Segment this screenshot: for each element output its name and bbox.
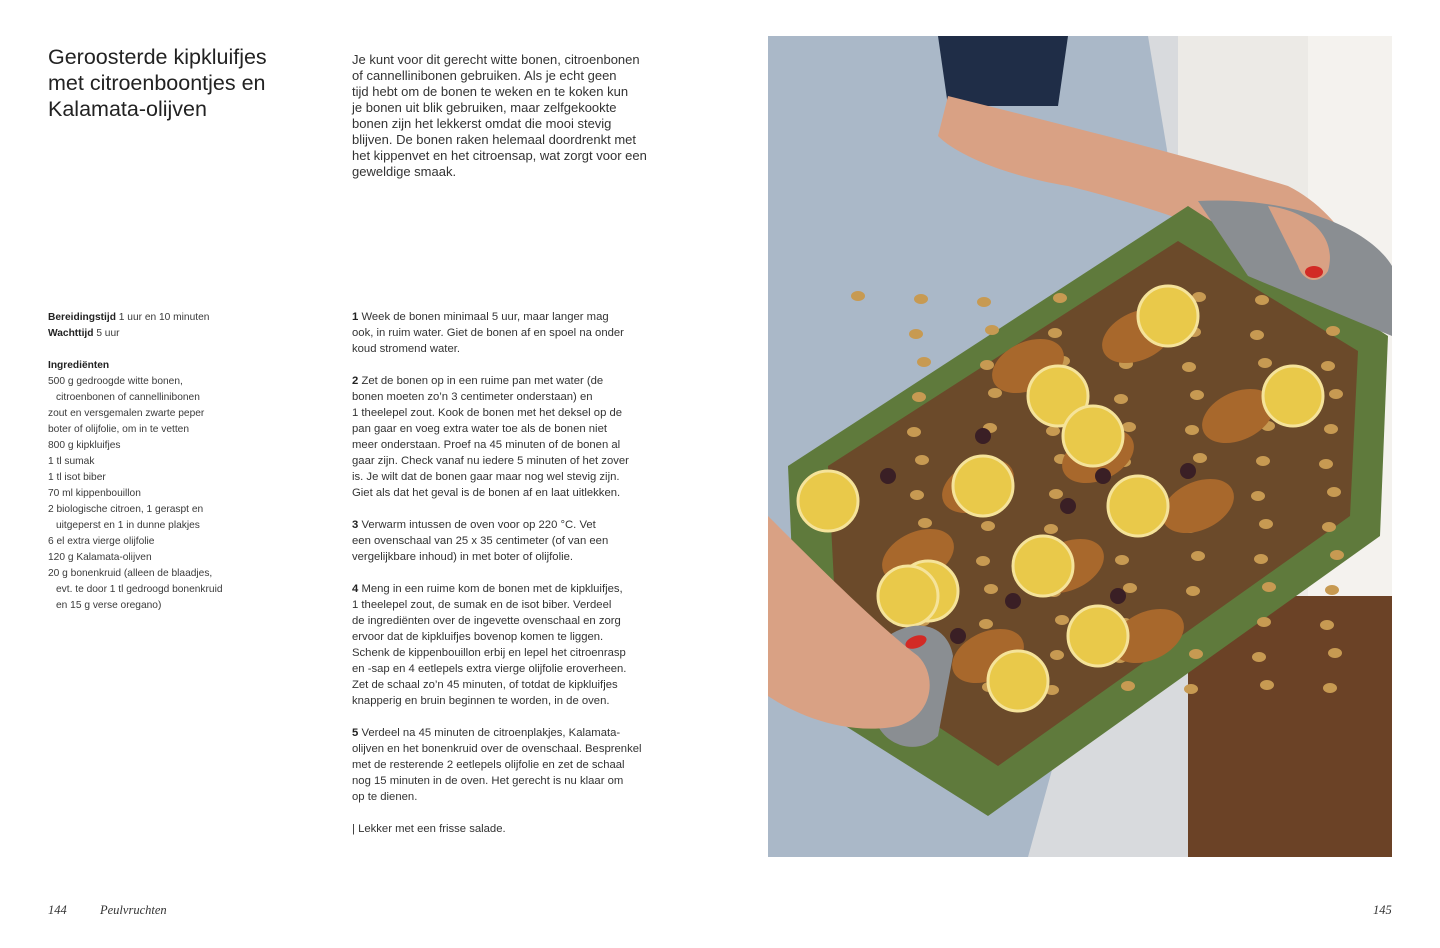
ingredients-list bbox=[48, 374, 328, 614]
bean bbox=[917, 357, 931, 367]
lemon-slice bbox=[1013, 536, 1073, 596]
page-number-right: 145 bbox=[1373, 903, 1392, 917]
ingredients-heading bbox=[48, 358, 328, 374]
ingredient-line: 6 el extra vierge olijfolie bbox=[48, 536, 155, 547]
step-line bbox=[352, 693, 682, 709]
bean bbox=[1048, 328, 1062, 338]
ingredient-line: 70 ml kippenbouillon bbox=[48, 488, 141, 499]
bean bbox=[1255, 295, 1269, 305]
wait-time-value: 5 uur bbox=[96, 328, 120, 339]
bean bbox=[918, 518, 932, 528]
section-name: Peulvruchten bbox=[100, 903, 167, 917]
step-text: gaar zijn. Check vanaf nu iedere 5 minuten of het zover bbox=[352, 455, 629, 467]
ingredient-line: 120 g Kalamata-olijven bbox=[48, 552, 152, 563]
step-text: op te dienen. bbox=[352, 791, 418, 803]
method-step bbox=[352, 581, 682, 709]
ingredient-line: 800 g kipkluifjes bbox=[48, 440, 121, 451]
ingredient-line: boter of olijfolie, om in te vetten bbox=[48, 424, 190, 435]
step-line bbox=[352, 341, 682, 357]
step-line bbox=[352, 757, 682, 773]
bean bbox=[1050, 650, 1064, 660]
method-steps bbox=[352, 309, 682, 837]
step-text: bonen moeten zo’n 3 centimeter onderstaan) en bbox=[352, 391, 593, 403]
bean bbox=[980, 360, 994, 370]
step-text: meer onderstaan. Proef na 45 minuten of de bonen al bbox=[352, 439, 621, 451]
bean bbox=[985, 325, 999, 335]
step-text: knapperig en bruin beginnen te worden, in de oven. bbox=[352, 695, 610, 707]
intro-line: je bonen uit blik gebruiken, maar zelfgekookte bbox=[352, 100, 617, 115]
kalamata-olive bbox=[1110, 588, 1126, 604]
bean bbox=[1191, 551, 1205, 561]
wait-time-label: Wachttijd bbox=[48, 328, 94, 339]
kalamata-olive bbox=[950, 628, 966, 644]
step-text: Giet als dat het geval is de bonen af en laat uitlekken. bbox=[352, 487, 621, 499]
step-line bbox=[352, 405, 682, 421]
bean bbox=[1321, 361, 1335, 371]
step-line bbox=[352, 613, 682, 629]
intro-line: of cannellinibonen gebruiken. Als je echt geen bbox=[352, 68, 617, 83]
bean bbox=[1254, 554, 1268, 564]
bean bbox=[1044, 524, 1058, 534]
ingredient-line: 500 g gedroogde witte bonen, bbox=[48, 376, 183, 387]
bean bbox=[1322, 522, 1336, 532]
intro-line: tijd hebt om de bonen te weken en te koken kun bbox=[352, 84, 629, 99]
bean bbox=[1185, 425, 1199, 435]
bean bbox=[1053, 293, 1067, 303]
lemon-slice bbox=[798, 471, 858, 531]
method-step bbox=[352, 309, 682, 357]
bean bbox=[977, 297, 991, 307]
bean bbox=[1326, 326, 1340, 336]
bean bbox=[1258, 358, 1272, 368]
page-number-left: 144 bbox=[48, 903, 67, 917]
step-line bbox=[352, 741, 682, 757]
bean bbox=[1115, 555, 1129, 565]
bean bbox=[1257, 617, 1271, 627]
bean bbox=[910, 490, 924, 500]
bean bbox=[912, 392, 926, 402]
step-number: 4 bbox=[352, 583, 359, 595]
shirt-collar bbox=[938, 36, 1068, 106]
kalamata-olive bbox=[1180, 463, 1196, 479]
step-line bbox=[352, 581, 682, 597]
intro-line: geweldige smaak. bbox=[352, 164, 457, 179]
step-line bbox=[352, 437, 682, 453]
step-text: olijven en het bonenkruid over de ovenschaal. Besprenkel bbox=[352, 743, 642, 755]
bean bbox=[914, 294, 928, 304]
step-number: 5 bbox=[352, 727, 359, 739]
lemon-slice bbox=[1108, 476, 1168, 536]
step-line bbox=[352, 453, 682, 469]
kalamata-olive bbox=[1095, 468, 1111, 484]
step-text: een ovenschaal van 25 x 35 centimeter (of van een bbox=[352, 535, 609, 547]
intro-line: Je kunt voor dit gerecht witte bonen, citroenbonen bbox=[352, 52, 640, 67]
recipe-photo bbox=[768, 36, 1392, 857]
bean bbox=[909, 329, 923, 339]
step-text: ervoor dat de kipkluifjes bovenop komen te liggen. bbox=[352, 631, 604, 643]
step-text: de ingrediënten over de ingevette ovenschaal en zorg bbox=[352, 615, 621, 627]
step-text: koud stromend water. bbox=[352, 343, 461, 355]
step-line bbox=[352, 469, 682, 485]
bean bbox=[1256, 456, 1270, 466]
recipe-title bbox=[48, 44, 328, 122]
lemon-slice bbox=[1138, 286, 1198, 346]
step-text: Zet de bonen op in een ruime pan met water (de bbox=[361, 375, 604, 387]
bean bbox=[988, 388, 1002, 398]
step-number: 1 bbox=[352, 311, 359, 323]
bean bbox=[1184, 684, 1198, 694]
bean bbox=[1189, 649, 1203, 659]
bean bbox=[976, 556, 990, 566]
step-text: met de resterende 2 eetlepels olijfolie en zet de schaal bbox=[352, 759, 625, 771]
intro-line: bonen zijn het lekkerst omdat die mooi stevig bbox=[352, 116, 612, 131]
step-text: Verwarm intussen de oven voor op 220 °C. Vet bbox=[361, 519, 596, 531]
step-number: 2 bbox=[352, 375, 359, 387]
step-line bbox=[352, 597, 682, 613]
bean bbox=[1319, 459, 1333, 469]
step-text: ook, in ruim water. Giet de bonen af en spoel na onder bbox=[352, 327, 624, 339]
bean bbox=[1055, 615, 1069, 625]
prep-time-value: 1 uur en 10 minuten bbox=[118, 312, 210, 323]
bean bbox=[981, 521, 995, 531]
step-text: Schenk de kippenbouillon erbij en lepel het citroenrasp bbox=[352, 647, 626, 659]
lemon-slice bbox=[878, 566, 938, 626]
bean bbox=[984, 584, 998, 594]
kalamata-olive bbox=[1060, 498, 1076, 514]
method-step bbox=[352, 725, 682, 805]
bean bbox=[1123, 583, 1137, 593]
step-text: vergelijkbare inhoud) in met boter of olijfolie. bbox=[352, 551, 574, 563]
bean bbox=[1252, 652, 1266, 662]
ingredient-line: citroenbonen of cannellinibonen bbox=[56, 392, 200, 403]
wait-time bbox=[48, 326, 328, 342]
method-step bbox=[352, 517, 682, 565]
bean bbox=[1186, 586, 1200, 596]
step-line bbox=[352, 517, 682, 533]
bean bbox=[1049, 489, 1063, 499]
step-text: Verdeel na 45 minuten de citroenplakjes, Kalamata- bbox=[361, 727, 621, 739]
ingredient-line: 2 biologische citroen, 1 geraspt en bbox=[48, 504, 204, 515]
step-text: Week de bonen minimaal 5 uur, maar langer mag bbox=[361, 311, 609, 323]
bean bbox=[1250, 330, 1264, 340]
ingredient-line: 20 g bonenkruid (alleen de blaadjes, bbox=[48, 568, 213, 579]
fingernail bbox=[1305, 266, 1323, 278]
title-line: Geroosterde kipkluifjes bbox=[48, 45, 267, 69]
bean bbox=[1182, 362, 1196, 372]
ingredient-line: zout en versgemalen zwarte peper bbox=[48, 408, 205, 419]
method-step bbox=[352, 373, 682, 501]
bean bbox=[1323, 683, 1337, 693]
lemon-slice bbox=[1263, 366, 1323, 426]
bean bbox=[915, 455, 929, 465]
step-line bbox=[352, 549, 682, 565]
step-line bbox=[352, 725, 682, 741]
intro-line: het kippenvet en het citroensap, wat zorgt voor een bbox=[352, 148, 647, 163]
intro-paragraph bbox=[352, 52, 682, 180]
bean bbox=[1122, 422, 1136, 432]
ingredient-line: 1 tl sumak bbox=[48, 456, 95, 467]
bean bbox=[1046, 426, 1060, 436]
bean bbox=[851, 291, 865, 301]
step-text: 1 theelepel zout, de sumak en de isot biber. Verdeel bbox=[352, 599, 612, 611]
step-line bbox=[352, 485, 682, 501]
prep-time bbox=[48, 310, 328, 326]
recipe-meta bbox=[48, 310, 328, 614]
step-line bbox=[352, 629, 682, 645]
bean bbox=[979, 619, 993, 629]
bean bbox=[907, 427, 921, 437]
lemon-slice bbox=[988, 651, 1048, 711]
step-text: is. Je wilt dat de bonen gaar maar nog wel stevig zijn. bbox=[352, 471, 620, 483]
kalamata-olive bbox=[1005, 593, 1021, 609]
step-line bbox=[352, 373, 682, 389]
bean bbox=[1114, 394, 1128, 404]
bean bbox=[1251, 491, 1265, 501]
step-text: nog 15 minuten in de oven. Het gerecht is nu klaar om bbox=[352, 775, 624, 787]
bean bbox=[1260, 680, 1274, 690]
kalamata-olive bbox=[975, 428, 991, 444]
roasted-chicken-dish-image bbox=[768, 36, 1392, 857]
ingredients-heading-text: Ingrediënten bbox=[48, 360, 110, 371]
lemon-slice bbox=[1068, 606, 1128, 666]
step-line bbox=[352, 645, 682, 661]
kalamata-olive bbox=[880, 468, 896, 484]
step-text: pan gaar en voeg extra water toe als de bonen niet bbox=[352, 423, 607, 435]
step-line bbox=[352, 389, 682, 405]
bean bbox=[1190, 390, 1204, 400]
ingredient-line: en 15 g verse oregano) bbox=[56, 600, 162, 611]
bean bbox=[1262, 582, 1276, 592]
bean bbox=[1259, 519, 1273, 529]
bean bbox=[1193, 453, 1207, 463]
lemon-slice bbox=[953, 456, 1013, 516]
step-line bbox=[352, 773, 682, 789]
bean bbox=[1328, 648, 1342, 658]
step-line bbox=[352, 309, 682, 325]
ingredient-line: 1 tl isot biber bbox=[48, 472, 106, 483]
serving-tip: | Lekker met een frisse salade. bbox=[352, 823, 506, 835]
bean bbox=[1329, 389, 1343, 399]
intro-line: blijven. De bonen raken helemaal doordrenkt met bbox=[352, 132, 637, 147]
ingredient-line: uitgeperst en 1 in dunne plakjes bbox=[56, 520, 200, 531]
step-text: en -sap en 4 eetlepels extra vierge olijfolie eroverheen. bbox=[352, 663, 627, 675]
step-line bbox=[352, 789, 682, 805]
step-line bbox=[352, 325, 682, 341]
step-line bbox=[352, 533, 682, 549]
bean bbox=[1324, 424, 1338, 434]
title-line: met citroenboontjes en bbox=[48, 71, 266, 95]
step-line bbox=[352, 677, 682, 693]
lemon-slice bbox=[1063, 406, 1123, 466]
bean bbox=[1330, 550, 1344, 560]
title-line: Kalamata-olijven bbox=[48, 97, 207, 121]
bean bbox=[1320, 620, 1334, 630]
step-line bbox=[352, 661, 682, 677]
step-text: Zet de schaal zo’n 45 minuten, of totdat de kipkluifjes bbox=[352, 679, 618, 691]
step-line bbox=[352, 421, 682, 437]
prep-time-label: Bereidingstijd bbox=[48, 312, 116, 323]
step-text: Meng in een ruime kom de bonen met de kipkluifjes, bbox=[361, 583, 623, 595]
bean bbox=[1325, 585, 1339, 595]
ingredient-line: evt. te door 1 tl gedroogd bonenkruid bbox=[56, 584, 223, 595]
bean bbox=[1121, 681, 1135, 691]
step-text: 1 theelepel zout. Kook de bonen met het deksel op de bbox=[352, 407, 623, 419]
bean bbox=[1327, 487, 1341, 497]
step-number: 3 bbox=[352, 519, 359, 531]
